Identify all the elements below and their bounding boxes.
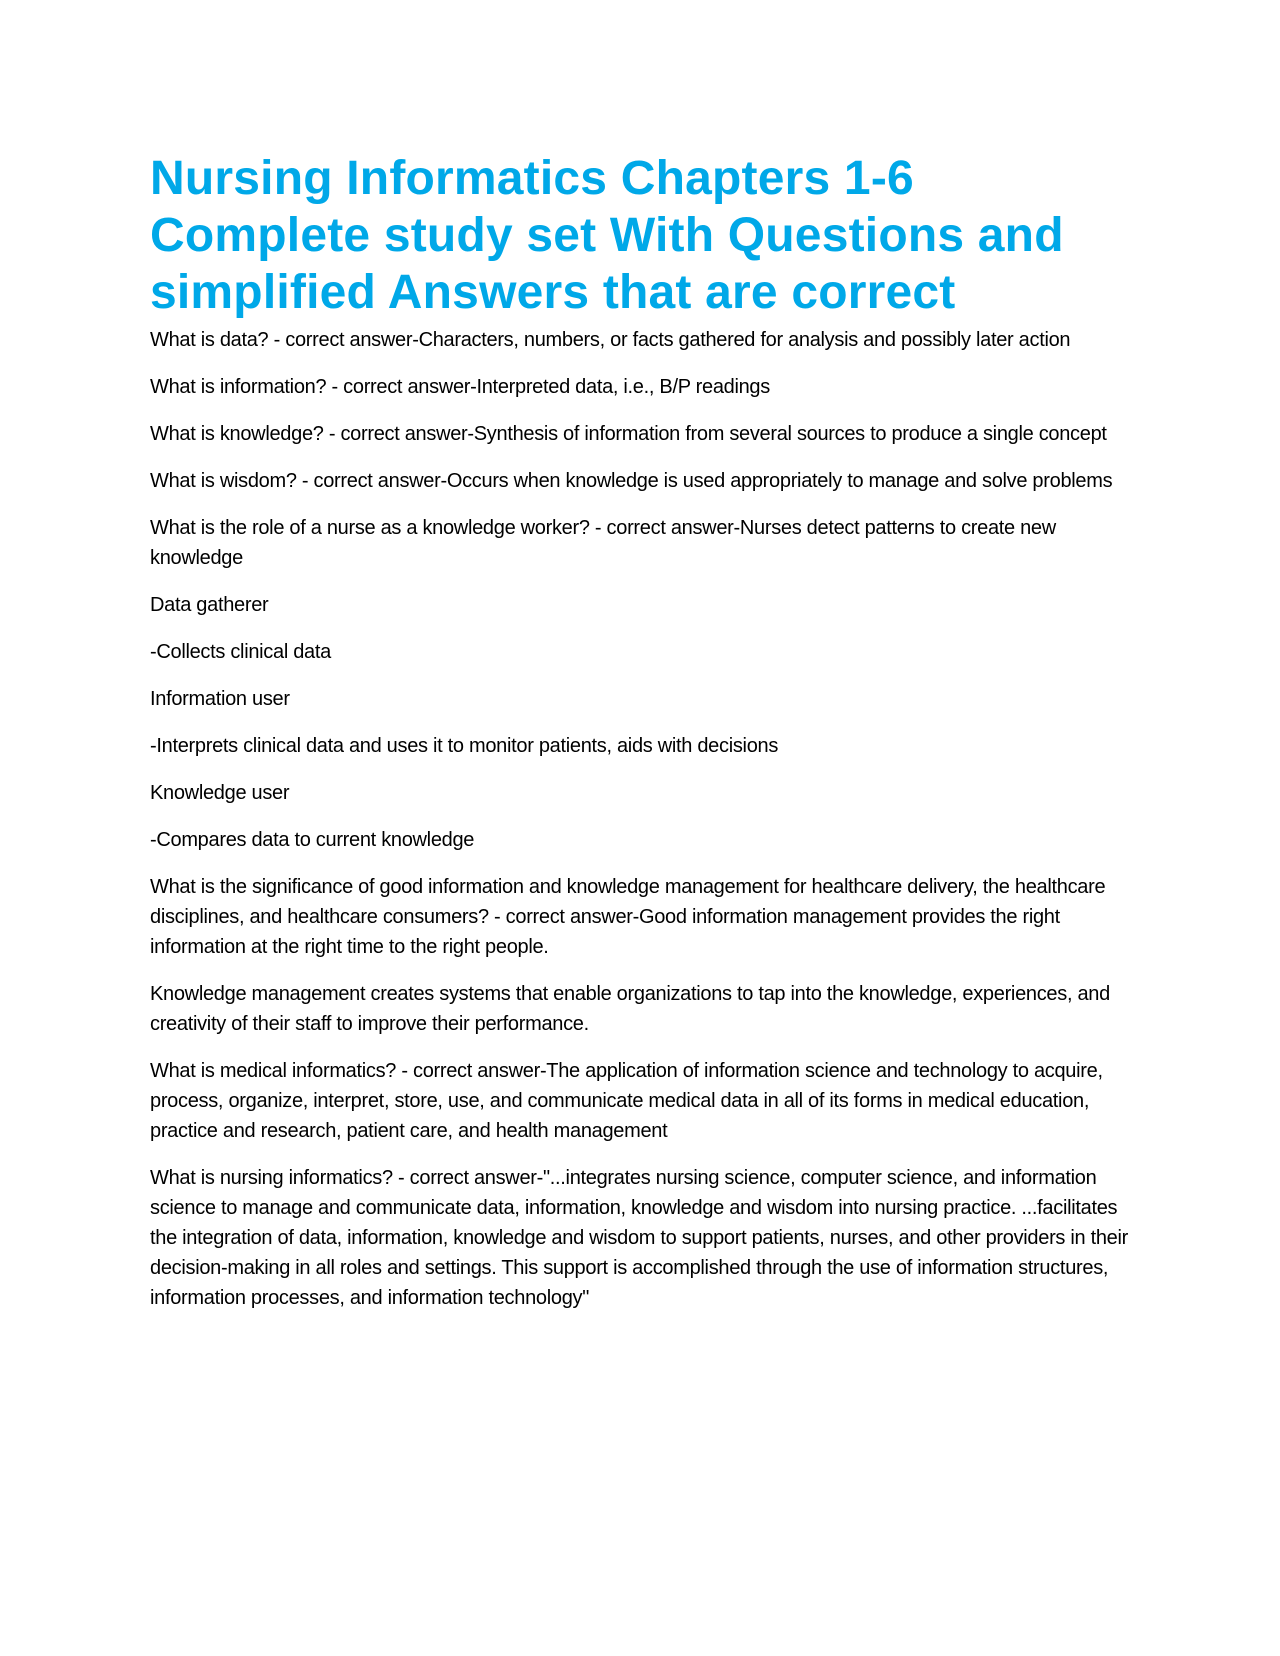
paragraph-wisdom-question: What is wisdom? - correct answer-Occurs when knowledge is used appropriately to manage and solve problems xyxy=(150,470,1113,492)
paragraph-knowledge-user: Knowledge user xyxy=(150,782,290,804)
document-page xyxy=(150,150,1130,1330)
paragraph-compares-data: -Compares data to current knowledge xyxy=(150,829,475,851)
paragraph-knowledge-question: What is knowledge? - correct answer-Synthesis of information from several sources to produce a single concept xyxy=(150,423,1107,445)
paragraph-interprets-data: -Interprets clinical data and uses it to monitor patients, aids with decisions xyxy=(150,735,779,757)
document-title: Nursing Informatics Chapters 1-6 Complete study set With Questions and simplified Answers that are correct xyxy=(150,152,1064,319)
paragraph-knowledge-worker-question: What is the role of a nurse as a knowledge worker? - correct answer-Nurses detect patterns to create new knowledge xyxy=(150,517,1056,569)
paragraph-nursing-informatics-question: What is nursing informatics? - correct answer-"...integrates nursing science, computer science, and information science to manage and communicate data, information, knowledge and wisdom into nursing practice. ...facilitates the integration of data, information, knowledge and wisdom to support patients, nurses, and other providers in their decision-making in all roles and settings. This support is accomplished through the use of information structures, information processes, and information technology" xyxy=(150,1167,1129,1309)
paragraph-information-question: What is information? - correct answer-Interpreted data, i.e., B/P readings xyxy=(150,376,770,398)
paragraph-information-user: Information user xyxy=(150,688,290,710)
paragraph-collects-data: -Collects clinical data xyxy=(150,641,331,663)
paragraph-significance-question: What is the significance of good information and knowledge management for healthcare delivery, the healthcare disciplines, and healthcare consumers? - correct answer-Good information management provides the right information at the right time to the right people. xyxy=(150,876,1106,958)
paragraph-knowledge-management: Knowledge management creates systems that enable organizations to tap into the knowledge, experiences, and creativity of their staff to improve their performance. xyxy=(150,983,1110,1035)
paragraph-medical-informatics-question: What is medical informatics? - correct answer-The application of information science and technology to acquire, process, organize, interpret, store, use, and communicate medical data in all of its forms in medical education, practice and research, patient care, and health management xyxy=(150,1060,1103,1142)
paragraph-data-question: What is data? - correct answer-Characters, numbers, or facts gathered for analysis and possibly later action xyxy=(150,329,1071,351)
document-body xyxy=(150,325,1130,1313)
paragraph-data-gatherer: Data gatherer xyxy=(150,594,269,616)
